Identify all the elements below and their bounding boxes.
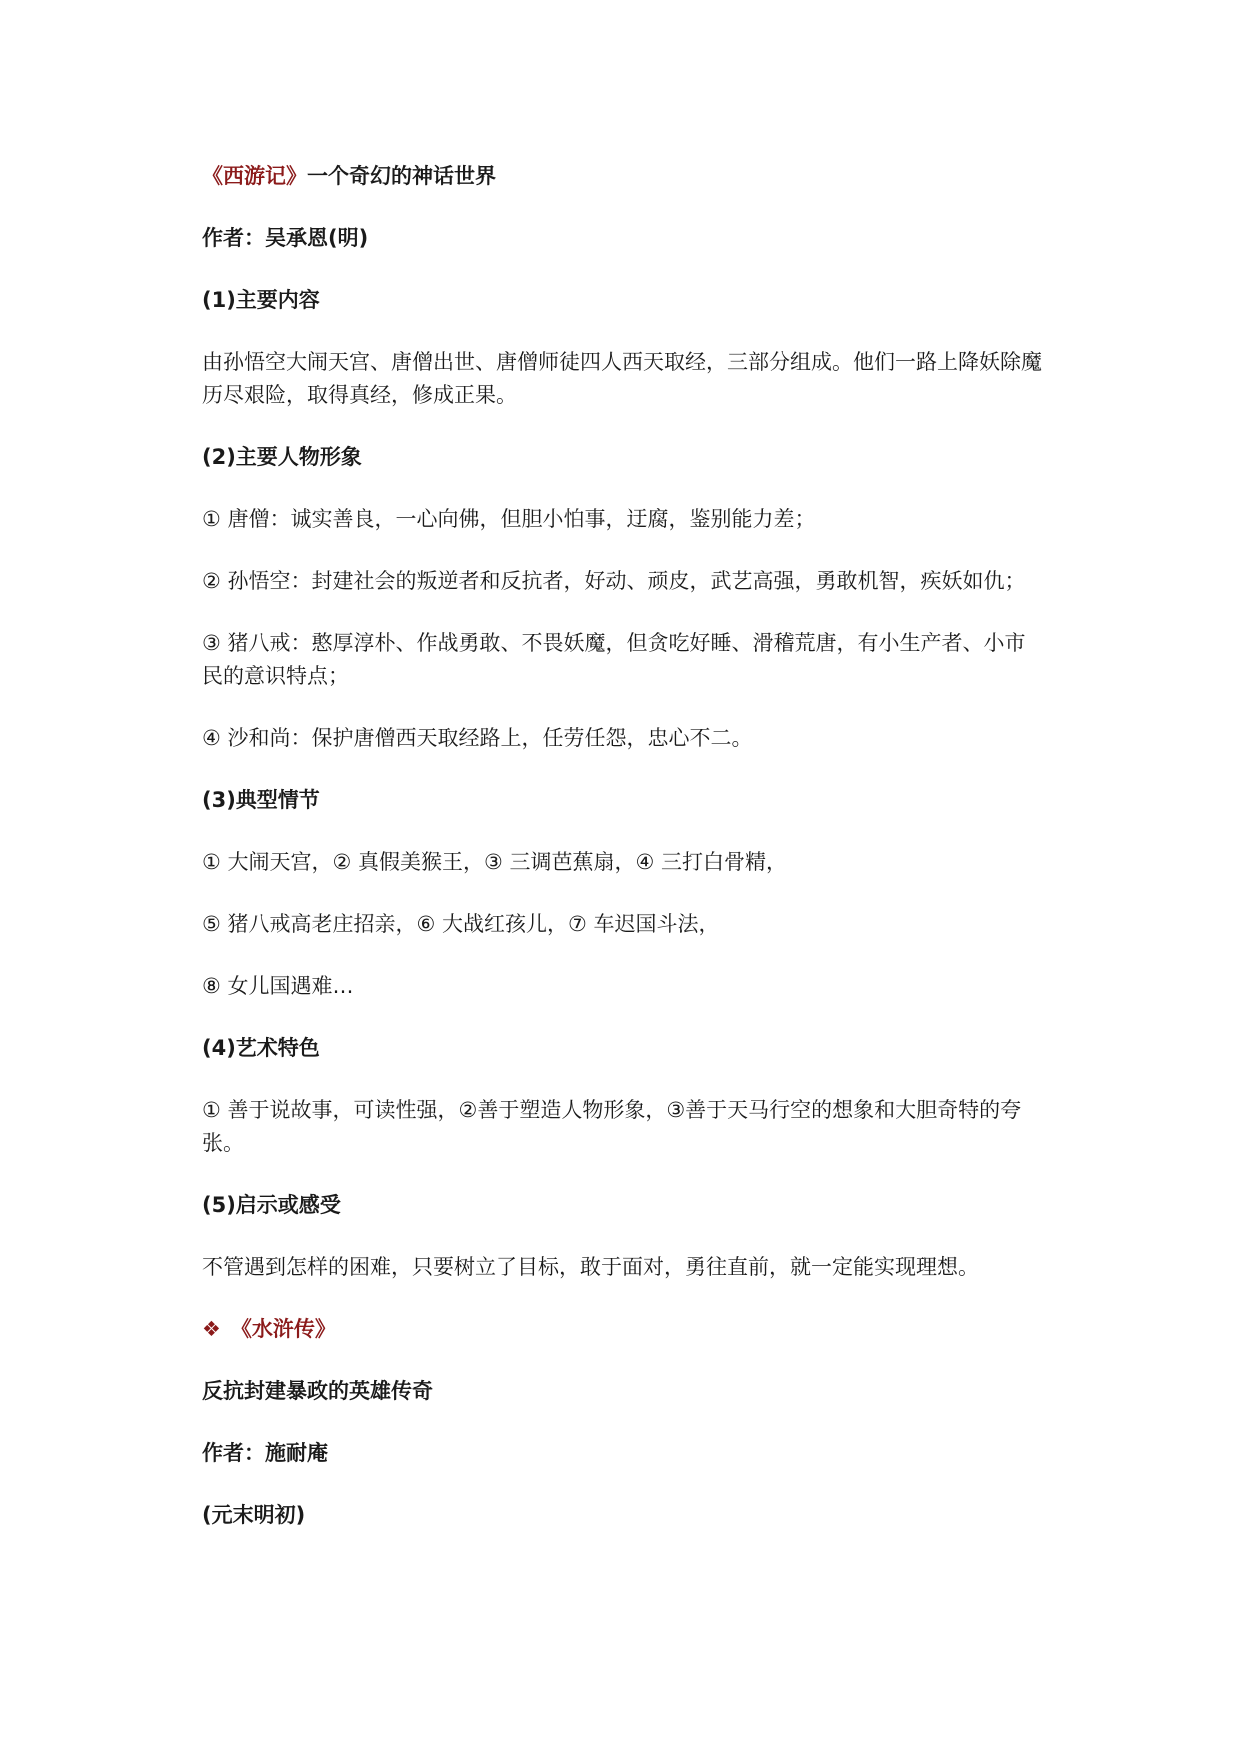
art-paragraph: ① 善于说故事，可读性强，②善于塑造人物形象，③善于天马行空的想象和大胆奇特的夸张。 <box>202 1098 1022 1155</box>
xiyouji-title-rest: 一个奇幻的神话世界 <box>307 164 496 188</box>
plots-line-3: ⑧ 女儿国遇难… <box>202 974 354 998</box>
character-shaheshang: ④ 沙和尚：保护唐僧西天取经路上，任劳任怨，忠心不二。 <box>202 726 753 750</box>
plots-line-1: ① 大闹天宫，② 真假美猴王，③ 三调芭蕉扇，④ 三打白骨精， <box>202 850 788 874</box>
plots-line-2: ⑤ 猪八戒高老庄招亲，⑥ 大战红孩儿，⑦ 车迟国斗法， <box>202 912 720 936</box>
shuihu-author: 作者：施耐庵 <box>202 1441 328 1465</box>
heading-main-content: (1)主要内容 <box>202 288 320 312</box>
xiyouji-author: 作者：吴承恩(明) <box>202 226 369 250</box>
character-sunwukong: ② 孙悟空：封建社会的叛逆者和反抗者，好动、顽皮，武艺高强，勇敢机智，疾妖如仇； <box>202 569 1026 593</box>
insight-paragraph: 不管遇到怎样的困难，只要树立了目标，敢于面对，勇往直前，就一定能实现理想。 <box>202 1255 979 1279</box>
heading-characters: (2)主要人物形象 <box>202 445 362 469</box>
character-zhubajie: ③ 猪八戒：憨厚淳朴、作战勇敢、不畏妖魔，但贪吃好睡、滑稽荒唐，有小生产者、小市民的意识特点； <box>202 631 1026 688</box>
shuihu-era: (元末明初) <box>202 1503 306 1527</box>
diamond-bullet-icon: ❖ <box>202 1317 221 1341</box>
document-page <box>202 160 1042 1561</box>
shuihu-subtitle: 反抗封建暴政的英雄传奇 <box>202 1379 433 1403</box>
shuihu-book-title: 《水浒传》 <box>230 1317 336 1341</box>
heading-plots: (3)典型情节 <box>202 788 320 812</box>
xiyouji-book-title: 《西游记》 <box>202 164 307 188</box>
character-tangseng: ① 唐僧：诚实善良，一心向佛，但胆小怕事，迂腐，鉴别能力差； <box>202 507 816 531</box>
heading-art: (4)艺术特色 <box>202 1036 320 1060</box>
xiyouji-title <box>202 160 1042 193</box>
main-content-paragraph: 由孙悟空大闹天宫、唐僧出世、唐僧师徒四人西天取经，三部分组成。他们一路上降妖除魔历尽艰险，取得真经，修成正果。 <box>202 350 1042 407</box>
shuihu-heading <box>202 1313 1042 1346</box>
heading-insight: (5)启示或感受 <box>202 1193 341 1217</box>
